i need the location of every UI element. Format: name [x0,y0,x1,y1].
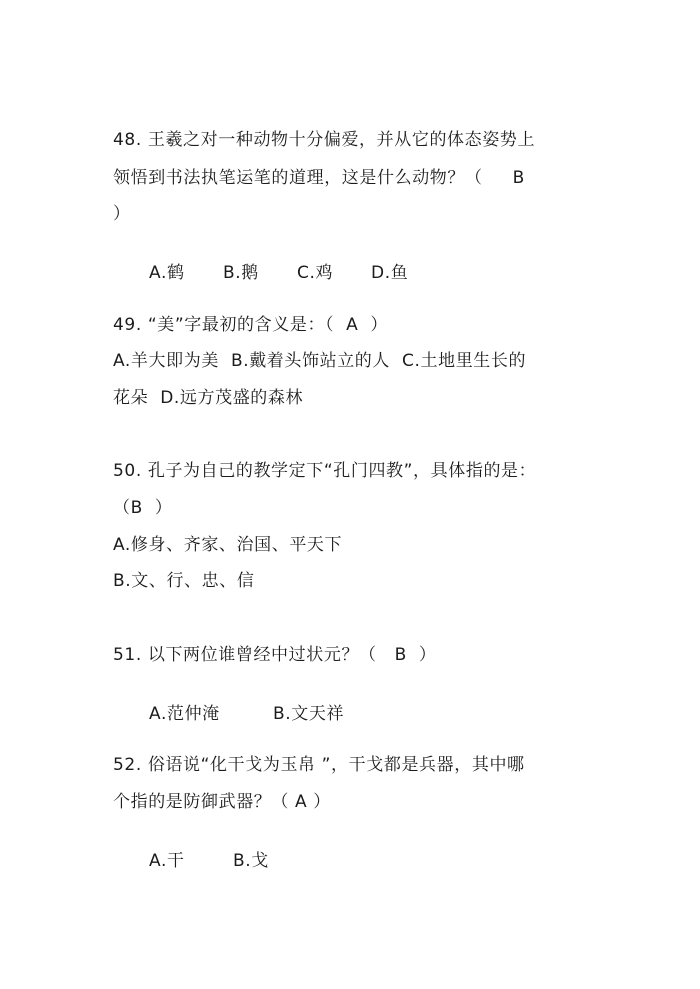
answer-options [113,240,408,306]
question-text-line: （B ） [113,498,173,518]
question-text-line: A.修身、齐家、治国、平天下 [113,535,343,555]
option-b: B.鹅 [223,263,259,283]
question-text-line: 50. 孔子为自己的教学定下“孔门四教”，具体指的是： [113,461,537,481]
question-text-line: 51. 以下两位谁曾经中过状元？（ B ） [113,645,437,665]
question-text-line: 花朵 D.远方茂盛的森林 [113,388,304,408]
option-a: A.鹤 [149,263,185,283]
answer-options [113,828,269,894]
answer-options [113,681,344,747]
question-text-line: 个指的是防御武器？（ A ） [113,792,331,812]
question-text-line: B.文、行、忠、信 [113,571,255,591]
question-text-line: 领悟到书法执笔运笔的道理，这是什么动物？（ B [113,168,525,188]
option-a: A.范仲淹 [149,704,220,724]
question-text-line: 49. “美”字最初的含义是：（ A ） [113,315,388,335]
option-a: A.干 [149,851,185,871]
option-c: C.鸡 [297,263,334,283]
question-text-line: A.羊大即为美 B.戴着头饰站立的人 C.土地里生长的 [113,351,527,371]
option-b: B.文天祥 [273,704,345,724]
question-text-line: ） [113,204,131,224]
option-b: B.戈 [233,851,269,871]
question-text-line: 48. 王羲之对一种动物十分偏爱，并从它的体态姿势上 [113,130,536,150]
question-text-line: 52. 俗语说“化干戈为玉帛 ”，干戈都是兵器，其中哪 [113,755,525,775]
option-d: D.鱼 [371,263,409,283]
